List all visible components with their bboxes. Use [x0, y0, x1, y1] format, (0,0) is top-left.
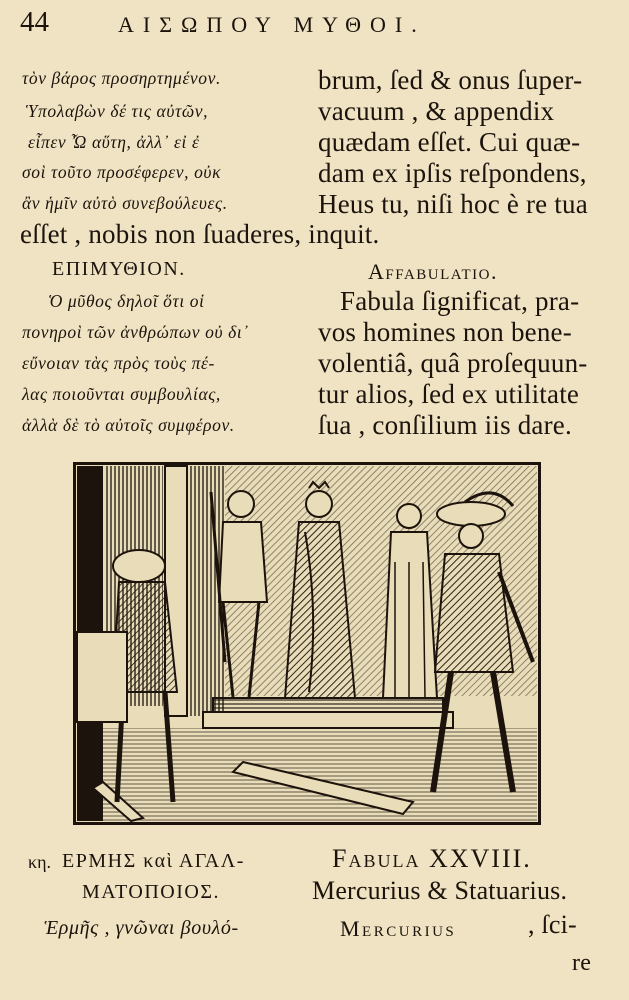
moral-latin-line: Fabula ſignificat, pra-	[340, 286, 580, 316]
latin-fable-subtitle: Mercurius & Statuarius.	[312, 876, 568, 905]
greek-line: σοὶ τοῦτο προσέφερεν, οὐκ	[22, 162, 222, 182]
latin-line: dam ex ipſis reſpondens,	[318, 158, 587, 188]
greek-line: εἶπεν Ὦ αὕτη, ἀλλ᾽ εἰ ἐ	[28, 132, 200, 152]
moral-greek-line: πονηροὶ τῶν ἀνθρώπων οὐ δι᾽	[22, 322, 249, 342]
moral-greek-line: εὔνοιαν τὰς πρὸς τοὺς πέ-	[22, 353, 215, 373]
page-number: 44	[20, 6, 49, 38]
moral-greek-line: λας ποιοῦνται συμβουλίας,	[22, 384, 221, 404]
moral-greek-line: ἀλλὰ δὲ τὸ αὐτοῖς συμφέρον.	[22, 415, 235, 435]
latin-fable-title: Fabula XXVIII.	[332, 844, 532, 873]
full-width-line: eſſet , nobis non ſuaderes, inquit.	[20, 219, 380, 249]
latin-line: Heus tu, niſi hoc è re tua	[318, 189, 588, 219]
greek-fable-number: κη.	[28, 852, 51, 872]
latin-line: vacuum , & appendix	[318, 96, 555, 126]
latin-line: quædam eſſet. Cui quæ-	[318, 127, 581, 157]
greek-line: Ὑπολαβὼν δέ τις αὐτῶν,	[26, 101, 209, 121]
moral-latin-heading: Affabulatio.	[368, 259, 498, 284]
moral-greek-heading: ΕΠΙΜΥΘΙΟΝ.	[52, 258, 186, 280]
greek-line: ἂν ἡμῖν αὐτὸ συνεβούλευες.	[22, 193, 228, 213]
greek-fable-title-line2: ΜΑΤΟΠΟΙΟΣ.	[82, 881, 220, 903]
moral-latin-line: volentiâ, quâ proſequun-	[318, 348, 588, 378]
greek-line: τὸν βάρος προσηρτημένον.	[22, 68, 221, 88]
moral-greek-line: Ὁ μῦθος δηλοῖ ὅτι οἱ	[48, 291, 205, 311]
greek-fable-first-line: Ἑρμῆς , γνῶναι βουλό-	[44, 917, 239, 939]
greek-fable-title-line1: ΕΡΜΗΣ καὶ ΑΓΑΛ-	[62, 850, 245, 872]
moral-latin-line: ſua , conſilium iis dare.	[318, 410, 572, 440]
running-title: ΑΙΣΩΠΟΥ ΜΥΘΟΙ.	[118, 12, 426, 37]
moral-latin-line: tur alios, ſed ex utilitate	[318, 379, 580, 409]
latin-fable-first-line-rest: , ſci-	[528, 910, 577, 939]
catchword: re	[572, 950, 592, 976]
moral-latin-line: vos homines non bene-	[318, 317, 572, 347]
latin-line: brum, ſed & onus ſuper-	[318, 65, 583, 95]
woodcut-illustration	[73, 462, 541, 825]
latin-fable-first-word: Mercurius	[340, 916, 457, 941]
